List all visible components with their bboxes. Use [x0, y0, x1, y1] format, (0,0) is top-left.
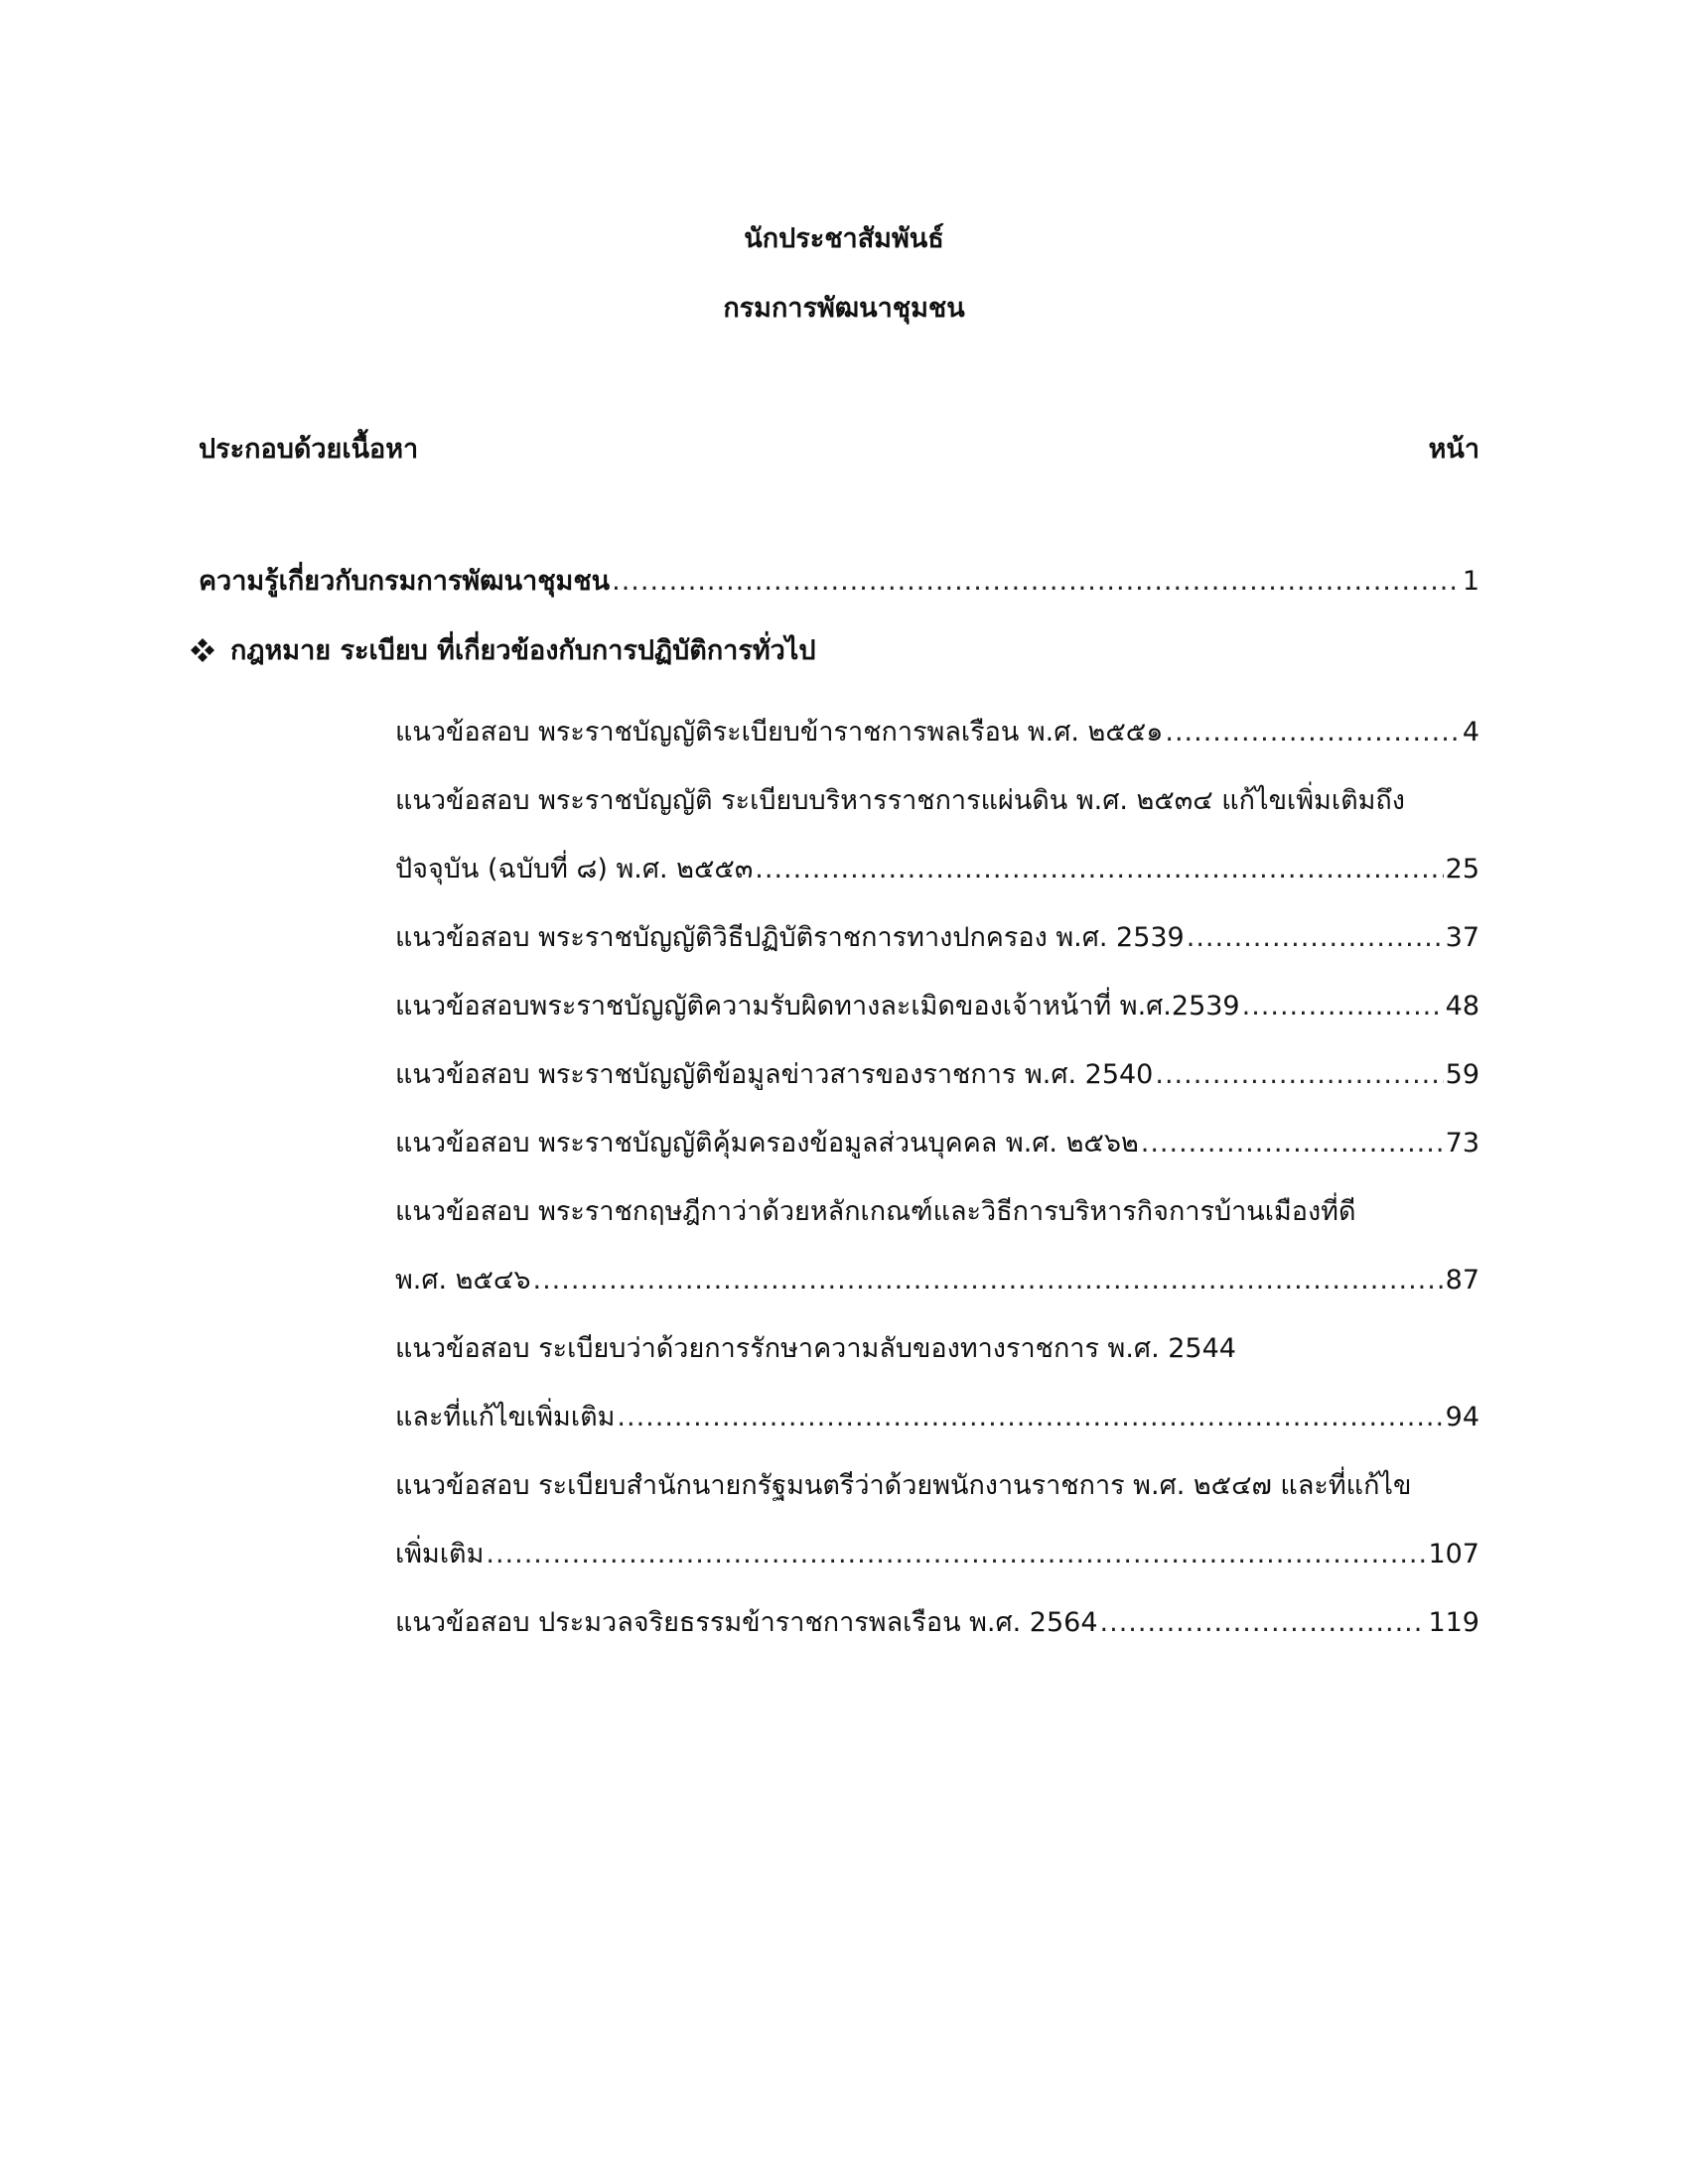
toc-entry-leader-line: [395, 1520, 1479, 1588]
toc-entry-label: ปัจจุบัน (ฉบับที่ ๘) พ.ศ. ๒๕๕๓: [395, 854, 754, 885]
toc-entry-title-line: แนวข้อสอบ ระเบียบว่าด้วยการรักษาความลับของทางราชการ พ.ศ. 2544: [395, 1333, 1236, 1364]
toc-entry-label: แนวข้อสอบ พระราชบัญญัติคุ้มครองข้อมูลส่วนบุคคล พ.ศ. ๒๕๖๒: [395, 1128, 1139, 1159]
toc-entry-title-line: แนวข้อสอบ ระเบียบสำนักนายกรัฐมนตรีว่าด้วยพนักงานราชการ พ.ศ. ๒๕๔๗ และที่แก้ไข: [395, 1470, 1412, 1501]
toc-entry-leader-line: [395, 1383, 1479, 1451]
toc-entry: [395, 698, 1479, 766]
toc-entry-label: พ.ศ. ๒๕๔๖: [395, 1265, 531, 1296]
toc-entry-title-line: แนวข้อสอบ พระราชกฤษฎีกาว่าด้วยหลักเกณฑ์และวิธีการบริหารกิจการบ้านเมืองที่ดี: [395, 1196, 1356, 1227]
diamond-bullet-icon: [189, 636, 216, 664]
dot-leader: [617, 1383, 1443, 1451]
toc-entry-label: แนวข้อสอบ พระราชบัญญัติข้อมูลข่าวสารของราชการ พ.ศ. 2540: [395, 1059, 1154, 1090]
toc-entry: [395, 1040, 1479, 1109]
toc-entry-leader-line: [395, 698, 1479, 766]
toc-entry-page: 48: [1445, 991, 1479, 1022]
toc-entry-label: และที่แก้ไขเพิ่มเติม: [395, 1402, 616, 1433]
toc-group-heading: [189, 628, 1380, 671]
toc-entry-leader-line: [395, 835, 1479, 903]
dot-leader: [1187, 903, 1444, 972]
toc-header: [199, 427, 1479, 470]
dot-leader: [755, 835, 1443, 903]
toc-entry: [395, 766, 1479, 903]
dot-leader: [1242, 972, 1444, 1040]
toc-entry-leader-line: [395, 1588, 1479, 1657]
toc-entry-label: เพิ่มเติม: [395, 1539, 485, 1570]
dot-leader: [486, 1520, 1426, 1588]
toc-entry-page: 4: [1462, 717, 1479, 748]
toc-entry-title-line: แนวข้อสอบ พระราชบัญญัติ ระเบียบบริหารราชการแผ่นดิน พ.ศ. ๒๕๓๔ แก้ไขเพิ่มเติมถึง: [395, 785, 1405, 816]
toc-entry-page: 87: [1445, 1265, 1479, 1296]
toc-entry: [395, 1177, 1479, 1314]
dot-leader: [612, 566, 1461, 597]
toc-entry: [395, 1588, 1479, 1657]
toc-entry: [395, 972, 1479, 1040]
toc-entry-page: 25: [1445, 854, 1479, 885]
toc-entry-page: 107: [1428, 1539, 1479, 1570]
toc-entry-page: 119: [1428, 1607, 1479, 1638]
dot-leader: [1141, 1109, 1444, 1177]
toc-entry-page: 73: [1445, 1128, 1479, 1159]
toc-section-label: ความรู้เกี่ยวกับกรมการพัฒนาชุมชน: [199, 566, 611, 597]
toc-entry-leader-line: [395, 1040, 1479, 1109]
toc-group-heading-text: กฎหมาย ระเบียบ ที่เกี่ยวข้องกับการปฏิบัติการทั่วไป: [230, 635, 816, 666]
toc-entry-label: แนวข้อสอบ ประมวลจริยธรรมข้าราชการพลเรือน พ.ศ. 2564: [395, 1607, 1098, 1638]
document-subtitle: กรมการพัฒนาชุมชน: [723, 293, 965, 324]
toc-section: [199, 559, 1479, 602]
dot-leader: [1100, 1588, 1427, 1657]
toc-section-page: 1: [1462, 566, 1479, 597]
toc-entry-label: แนวข้อสอบ พระราชบัญญัติระเบียบข้าราชการพลเรือน พ.ศ. ๒๕๕๑: [395, 717, 1164, 748]
toc-entry-page: 37: [1445, 922, 1479, 953]
toc-entry-label: แนวข้อสอบพระราชบัญญัติความรับผิดทางละเมิดของเจ้าหน้าที่ พ.ศ.2539: [395, 991, 1240, 1022]
toc-header-contents-label: ประกอบด้วยเนื้อหา: [199, 434, 419, 465]
toc-entry: [395, 903, 1479, 972]
dot-leader: [533, 1246, 1444, 1314]
document-title: นักประชาสัมพันธ์: [744, 223, 944, 254]
toc-entry: [395, 1314, 1479, 1451]
toc-entry-leader-line: [395, 972, 1479, 1040]
toc-entry-label: แนวข้อสอบ พระราชบัญญัติวิธีปฏิบัติราชการทางปกครอง พ.ศ. 2539: [395, 922, 1185, 953]
toc-entry-page: 94: [1445, 1402, 1479, 1433]
toc-entry-leader-line: [395, 903, 1479, 972]
dot-leader: [1155, 1040, 1443, 1109]
toc-entry-leader-line: [395, 1109, 1479, 1177]
toc-entry: [395, 1451, 1479, 1588]
toc-entry-page: 59: [1445, 1059, 1479, 1090]
toc-entry-leader-line: [395, 1246, 1479, 1314]
toc-header-page-label: หน้า: [1428, 434, 1479, 465]
toc-entry-list: [395, 698, 1479, 1657]
toc-entry: [395, 1109, 1479, 1177]
dot-leader: [1165, 698, 1460, 766]
